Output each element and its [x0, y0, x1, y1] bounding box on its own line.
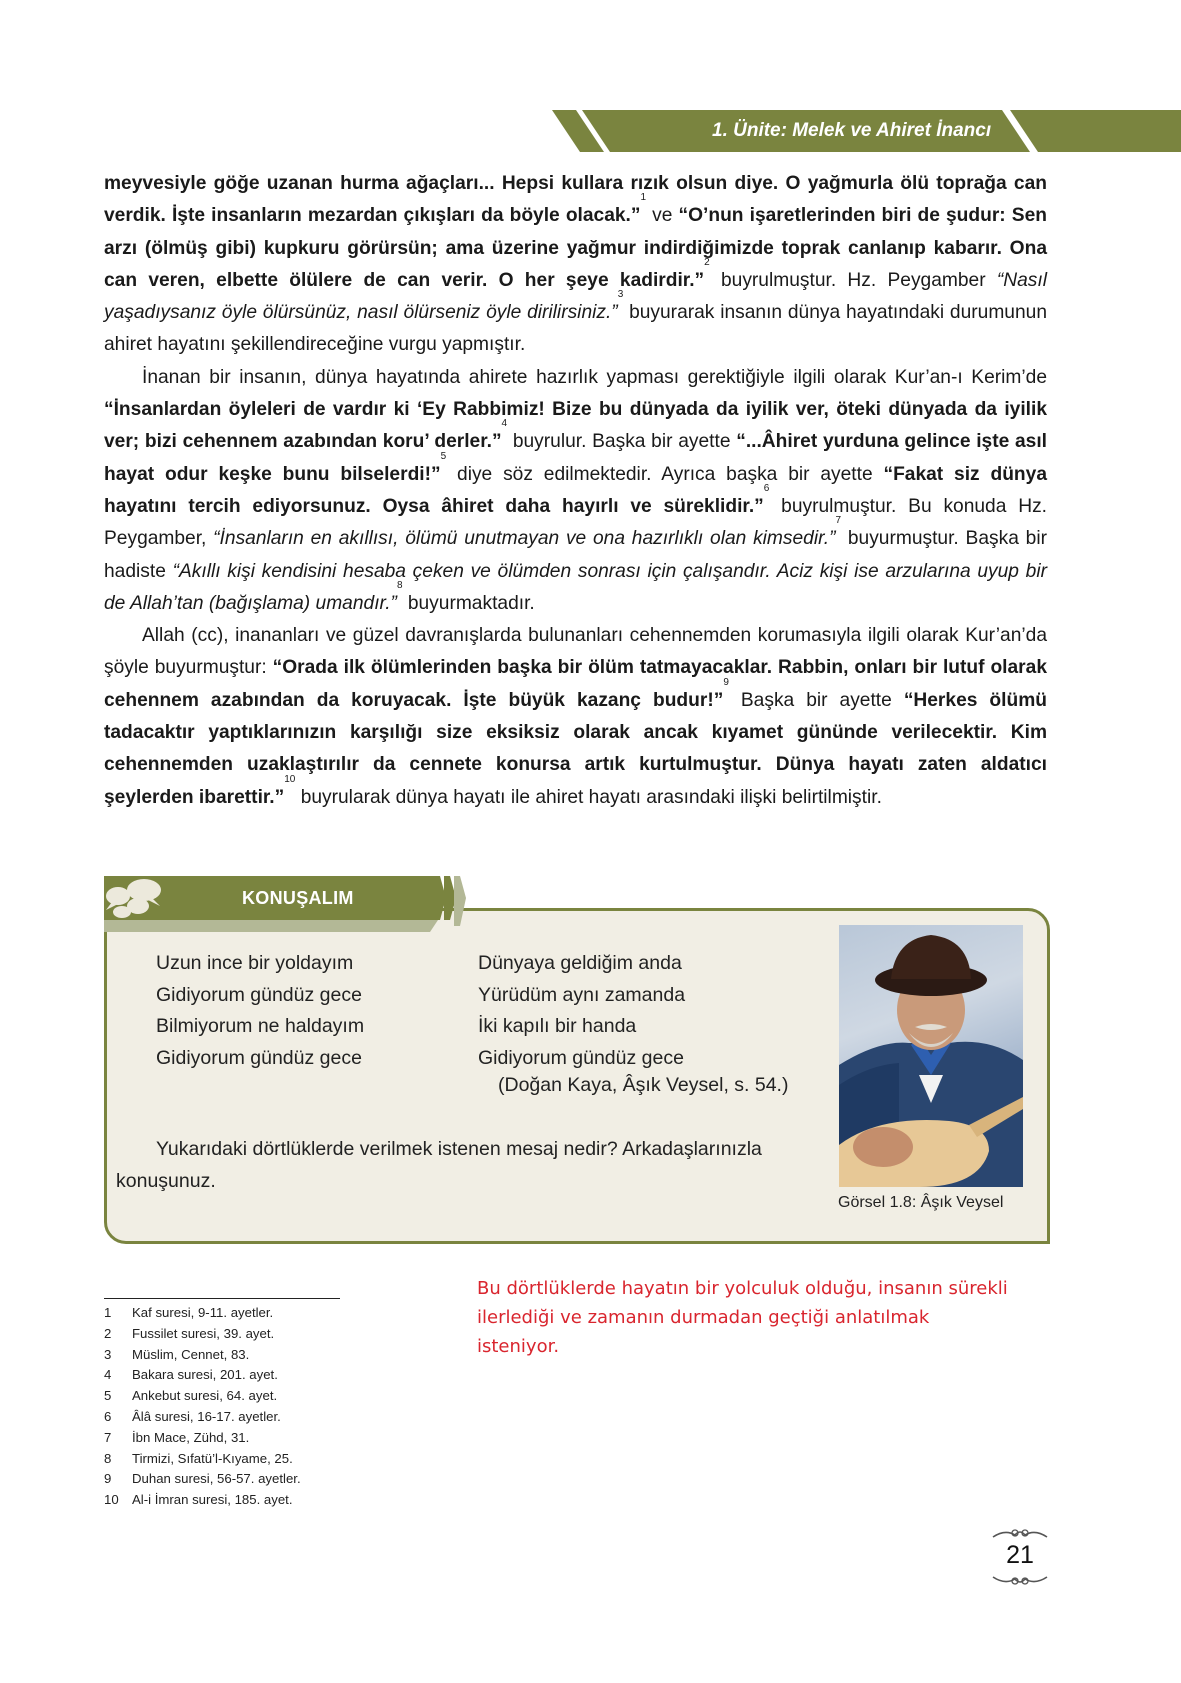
quote-bold: “...Âhiret yurduna gelince işte asıl hayat odur keşke bunu bilselerdi!” [104, 431, 1047, 485]
text: diye söz edilmektedir. Ayrıca başka bir ayette [446, 463, 884, 485]
poem-line: Uzun ince bir yoldayım [156, 952, 354, 974]
page-number [985, 1527, 1055, 1587]
footnote-text: Bakara suresi, 201. ayet. [132, 1367, 278, 1383]
paragraph-2 [104, 362, 1047, 620]
footnote-number: 4 [104, 1367, 112, 1383]
page-number-text: 21 [1006, 1541, 1034, 1569]
poem-line: İki kapılı bir handa [478, 1015, 637, 1037]
poem-line: Gidiyorum gündüz gece [156, 983, 362, 1006]
footnote-item [104, 1407, 301, 1428]
text: Allah (cc), inananları ve güzel davranışlarda bulunanları cehennemden korumasıyla ilgili olarak Kur’an’da şöyle buyurmuştur: [104, 625, 1047, 679]
text: buyrularak dünya hayatı ile ahiret hayatı arasındaki ilişki belirtilmiştir. [295, 786, 882, 808]
footnote-ref[interactable]: 5 [440, 450, 447, 462]
hadith-italic: “Akıllı kişi kendisini hesaba çeken ve ölümden sonrası için çalışandır. Aciz kişi ise arzularına uyup bir de Allah’tan (bağışlama) umandır.” [104, 560, 1048, 614]
footnote-text: İbn Mace, Zühd, 31. [132, 1429, 250, 1445]
footnote-item [104, 1386, 301, 1407]
question-line: Yukarıdaki dörtlüklerde verilmek istenen mesaj nedir? Arkadaşlarınızla [156, 1138, 762, 1160]
unit-title: 1. Ünite: Melek ve Ahiret İnancı [712, 120, 992, 141]
footnote-number: 8 [104, 1450, 112, 1466]
footnote-number: 5 [104, 1388, 112, 1404]
footnote-item [104, 1345, 301, 1366]
footnote-text: Al-i İmran suresi, 185. ayet. [132, 1492, 293, 1508]
footnote-text: Kaf suresi, 9-11. ayetler. [132, 1305, 274, 1320]
poem-line: Gidiyorum gündüz gece [478, 1046, 684, 1069]
footnote-item [104, 1469, 301, 1490]
poem-line: Dünyaya geldiğim anda [478, 952, 682, 974]
text: İnanan bir insanın, dünya hayatında ahirete hazırlık yapması gerektiğiyle ilgili olarak Kur’an-ı Kerim’de [142, 366, 1047, 388]
text: buyrulmuştur. Hz. Peygamber [709, 269, 997, 291]
quote-bold: “Herkes ölümü tadacaktır yaptıklarınızın karşılığı size eksiksiz olarak ancak kıyamet gününde verilecektir. Kim cehennemden uzaklaştırılır da cennete konursa artık kurtulmuştur. Dünya hayatı zaten aldatıcı şeylerden ibarettir.” [104, 689, 1047, 808]
text: ve [646, 205, 679, 227]
poem-line: Yürüdüm aynı zamanda [478, 983, 686, 1006]
main-text [104, 168, 1047, 814]
photo-caption: Görsel 1.8: Âşık Veysel [838, 1194, 1004, 1211]
text: buyurarak insanın dünya hayatındaki durumunun ahiret hayatını şekillendireceğine vurgu yapmıştır. [104, 302, 1047, 356]
footnote-ref[interactable]: 7 [835, 515, 842, 527]
footnote-item [104, 1324, 301, 1345]
quote-bold: “O’nun işaretlerinden biri de şudur: Sen arzı (ölmüş gibi) kupkuru görürsün; ama üzerine yağmur indirdiğimizde toprak canlanıp kabarır. Ona can veren, elbette ölülere de can verir. O her şeye kadirdir.” [104, 205, 1047, 291]
text: buyrulmuştur. Bu konuda Hz. Peygamber, [104, 495, 1047, 550]
footnote-number: 7 [104, 1429, 112, 1445]
footnote-item [104, 1428, 301, 1449]
footnote-number: 9 [104, 1471, 112, 1487]
konusalim-box [104, 876, 1048, 1244]
footnote-number: 3 [104, 1346, 112, 1362]
portrait-image-asik-veysel [839, 925, 1023, 1187]
quote-bold: meyvesiyle göğe uzanan hurma ağaçları... Hepsi kullara rızık olsun diye. O yağmurla ölü toprağa can verdik. İşte insanların mezardan çıkışları da böyle olacak.” [104, 173, 1047, 227]
quote-bold: “İnsanlardan öyleleri de vardır ki ‘Ey Rabbimiz! Bize bu dünyada da iyilik ver, öteki dünyada da iyilik ver; bizi cehennem azabından koru’ derler.” [104, 399, 1047, 453]
poem-stanza-left [156, 948, 364, 1074]
paragraph-3 [104, 620, 1047, 814]
footnote-text: Âlâ suresi, 16-17. ayetler. [132, 1408, 281, 1424]
footnote-item [104, 1365, 301, 1386]
footnote-ref[interactable]: 10 [284, 773, 296, 785]
footnote-ref[interactable]: 3 [617, 289, 624, 301]
quote-bold: “Fakat siz dünya hayatını tercih ediyorsunuz. Oysa âhiret daha hayırlı ve süreklidir.” [104, 463, 1047, 517]
quote-bold: “Orada ilk ölümlerinden başka bir ölüm tatmayacaklar. Rabbin, onları bir lutuf olarak cehennem azabından da koruyacak. İşte büyük kazanç budur!” [104, 657, 1047, 711]
footnote-ref[interactable]: 8 [396, 579, 403, 591]
paragraph-1 [104, 168, 1047, 362]
footnote-ref[interactable]: 2 [704, 256, 710, 268]
poem-line: Bilmiyorum ne haldayım [156, 1015, 365, 1037]
poem-source: (Doğan Kaya, Âşık Veysel, s. 54.) [498, 1074, 789, 1096]
footnote-ref[interactable]: 9 [723, 676, 729, 688]
hadith-italic: “İnsanların en akıllısı, ölümü unutmayan ve ona hazırlıklı olan kimsedir.” [213, 528, 836, 550]
footnote-number: 1 [104, 1305, 112, 1320]
footnotes-list [104, 1303, 301, 1511]
text: buyrulur. Başka bir ayette [507, 431, 737, 453]
footnote-text: Duhan suresi, 56-57. ayetler. [132, 1471, 301, 1487]
footnote-item [104, 1303, 301, 1324]
text: buyurmaktadır. [402, 592, 535, 614]
footnote-text: Ankebut suresi, 64. ayet. [132, 1388, 278, 1404]
footnote-text: Fussilet suresi, 39. ayet. [132, 1325, 275, 1341]
footnote-text: Müslim, Cennet, 83. [132, 1346, 250, 1362]
speech-bubbles-icon [104, 876, 166, 920]
konusalim-title: KONUŞALIM [242, 888, 354, 908]
poem-line: Gidiyorum gündüz gece [156, 1046, 362, 1069]
footnote-divider [104, 1298, 340, 1299]
text: buyurmuştur. Başka bir hadiste [104, 528, 1047, 582]
footnote-number: 2 [104, 1325, 112, 1341]
footnote-ref[interactable]: 1 [640, 192, 647, 204]
question-line: konuşunuz. [116, 1169, 216, 1192]
footnote-ref[interactable]: 6 [763, 482, 770, 494]
footnote-number: 10 [104, 1492, 119, 1508]
footnote-number: 6 [104, 1408, 112, 1424]
footnote-text: Tirmizi, Sıfatü’l-Kıyame, 25. [132, 1450, 293, 1466]
footnote-ref[interactable]: 4 [501, 418, 508, 430]
answer-text: Bu dörtlüklerde hayatın bir yolculuk olduğu, insanın sürekli ilerlediği ve zamanın durmadan geçtiği anlatılmak isteniyor. [477, 1278, 1008, 1357]
poem-stanza-right [478, 948, 685, 1074]
discussion-question [116, 1134, 926, 1197]
footnote-item [104, 1449, 301, 1470]
portrait-illustration [839, 925, 1023, 1187]
konusalim-header [104, 876, 484, 932]
footnote-item [104, 1490, 301, 1511]
unit-header-banner [552, 110, 1181, 152]
text: Başka bir ayette [728, 689, 904, 711]
hadith-italic: “Nasıl yaşadıysanız öyle ölürsünüz, nasıl ölürseniz öyle dirilirsiniz.” [104, 269, 1047, 324]
